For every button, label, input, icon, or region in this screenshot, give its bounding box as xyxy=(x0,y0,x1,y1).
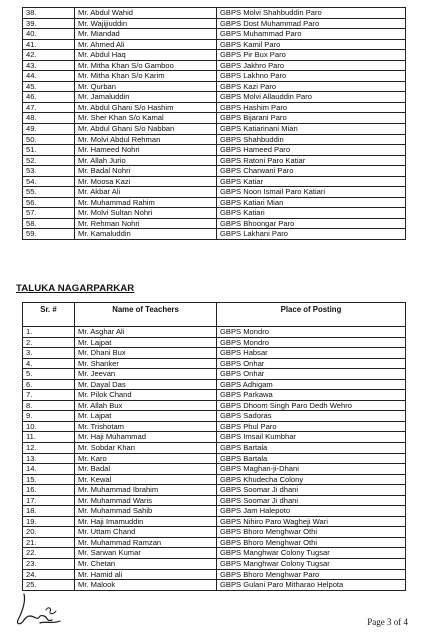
sr-cell: 19. xyxy=(23,516,75,527)
table-row xyxy=(23,187,406,198)
sr-cell: 58. xyxy=(23,218,75,229)
teacher-name-cell: Mr. Ahmed Ali xyxy=(75,39,217,50)
teacher-name-cell: Mr. Molvi Sultan Nohri xyxy=(75,208,217,219)
table-row xyxy=(23,92,406,103)
teacher-name-cell: Mr. Pilok Chand xyxy=(75,390,217,401)
sr-cell: 49. xyxy=(23,124,75,135)
table-row xyxy=(23,155,406,166)
teacher-name-cell: Mr. Hamid ali xyxy=(75,569,217,580)
posting-place-cell: GBPS Mondro xyxy=(217,327,406,338)
posting-place-cell: GBPS Bhoro Menghwar Paro xyxy=(217,569,406,580)
sr-cell: 4. xyxy=(23,358,75,369)
teachers-table-continued-body xyxy=(23,8,406,240)
table-row xyxy=(23,102,406,113)
table-row xyxy=(23,411,406,422)
sr-cell: 16. xyxy=(23,485,75,496)
table-row xyxy=(23,527,406,538)
table-row xyxy=(23,124,406,135)
sr-cell: 12. xyxy=(23,443,75,454)
sr-cell: 7. xyxy=(23,390,75,401)
teacher-name-cell: Mr. Karo xyxy=(75,453,217,464)
header-name: Name of Teachers xyxy=(75,303,217,327)
sr-cell: 38. xyxy=(23,8,75,19)
table-row xyxy=(23,218,406,229)
posting-place-cell: GBPS Onhar xyxy=(217,358,406,369)
teacher-name-cell: Mr. Trishotam xyxy=(75,421,217,432)
teacher-name-cell: Mr. Shanker xyxy=(75,358,217,369)
table-row xyxy=(23,537,406,548)
teacher-name-cell: Mr. Hameed Nohri xyxy=(75,145,217,156)
teacher-name-cell: Mr. Abdul Ghani S/o Hashim xyxy=(75,102,217,113)
teacher-name-cell: Mr. Wajijiuddin xyxy=(75,18,217,29)
sr-cell: 25. xyxy=(23,580,75,591)
posting-place-cell: GBPS Pir Bux Paro xyxy=(217,50,406,61)
teacher-name-cell: Mr. Dhani Bux xyxy=(75,348,217,359)
posting-place-cell: GBPS Bhoongar Paro xyxy=(217,218,406,229)
sr-cell: 47. xyxy=(23,102,75,113)
teacher-name-cell: Mr. Muhammad Ramzan xyxy=(75,537,217,548)
sr-cell: 1. xyxy=(23,327,75,338)
teacher-name-cell: Mr. Kamaluddin xyxy=(75,229,217,240)
teacher-name-cell: Mr. Chetan xyxy=(75,559,217,570)
sr-cell: 48. xyxy=(23,113,75,124)
sr-cell: 57. xyxy=(23,208,75,219)
teacher-name-cell: Mr. Muhammad Waris xyxy=(75,495,217,506)
sr-cell: 59. xyxy=(23,229,75,240)
posting-place-cell: GBPS Hashim Paro xyxy=(217,102,406,113)
table-row xyxy=(23,580,406,591)
posting-place-cell: GBPS Katiarinani Mian xyxy=(217,124,406,135)
table-row xyxy=(23,443,406,454)
table-row xyxy=(23,197,406,208)
posting-place-cell: GBPS Kazi Paro xyxy=(217,81,406,92)
table-row xyxy=(23,421,406,432)
sr-cell: 10. xyxy=(23,421,75,432)
posting-place-cell: GBPS Molvi Shahbuddin Paro xyxy=(217,8,406,19)
table-row xyxy=(23,506,406,517)
posting-place-cell: GBPS Adhigam xyxy=(217,379,406,390)
teacher-name-cell: Mr. Sobdar Khan xyxy=(75,443,217,454)
sr-cell: 15. xyxy=(23,474,75,485)
posting-place-cell: GBPS Jam Halepoto xyxy=(217,506,406,517)
posting-place-cell: GBPS Kamil Paro xyxy=(217,39,406,50)
posting-place-cell: GBPS Sadoras xyxy=(217,411,406,422)
sr-cell: 55. xyxy=(23,187,75,198)
table-row xyxy=(23,81,406,92)
teacher-name-cell: Mr. Badal xyxy=(75,464,217,475)
signature-mark xyxy=(10,590,80,630)
header-sr: Sr. # xyxy=(23,303,75,327)
teacher-name-cell: Mr. Muhammad Rahim xyxy=(75,197,217,208)
teacher-name-cell: Mr. Abdul Ghani S/o Nabban xyxy=(75,124,217,135)
posting-place-cell: GBPS Katiari Mian xyxy=(217,197,406,208)
posting-place-cell: GBPS Soomar Ji dhani xyxy=(217,495,406,506)
teacher-name-cell: Mr. Rehman Nohri xyxy=(75,218,217,229)
table-row xyxy=(23,369,406,380)
teacher-name-cell: Mr. Sher Khan S/o Kamal xyxy=(75,113,217,124)
posting-place-cell: GBPS Bartala xyxy=(217,453,406,464)
teacher-name-cell: Mr. Qurban xyxy=(75,81,217,92)
table-row xyxy=(23,29,406,40)
posting-place-cell: GBPS Manghwar Colony Tugsar xyxy=(217,559,406,570)
table-row xyxy=(23,464,406,475)
sr-cell: 56. xyxy=(23,197,75,208)
table-row xyxy=(23,548,406,559)
table-row xyxy=(23,71,406,82)
table-row xyxy=(23,145,406,156)
teacher-name-cell: Mr. Asghar Ali xyxy=(75,327,217,338)
posting-place-cell: GBPS Phul Paro xyxy=(217,421,406,432)
sr-cell: 23. xyxy=(23,559,75,570)
sr-cell: 52. xyxy=(23,155,75,166)
posting-place-cell: GBPS Bhoro Menghwar Othi xyxy=(217,537,406,548)
posting-place-cell: GBPS Manghwar Colony Tugsar xyxy=(217,548,406,559)
sr-cell: 22. xyxy=(23,548,75,559)
posting-place-cell: GBPS Ratoni Paro Katiar xyxy=(217,155,406,166)
table-row xyxy=(23,474,406,485)
teacher-name-cell: Mr. Allah Bux xyxy=(75,400,217,411)
posting-place-cell: GBPS Mondro xyxy=(217,337,406,348)
teacher-name-cell: Mr. Muhammad Ibrahim xyxy=(75,485,217,496)
sr-cell: 2. xyxy=(23,337,75,348)
sr-cell: 53. xyxy=(23,166,75,177)
table-row xyxy=(23,60,406,71)
teacher-name-cell: Mr. Molvi Abdul Rehman xyxy=(75,134,217,145)
sr-cell: 6. xyxy=(23,379,75,390)
posting-place-cell: GBPS Molvi Allauddin Paro xyxy=(217,92,406,103)
table-row xyxy=(23,229,406,240)
table-row xyxy=(23,113,406,124)
table-row xyxy=(23,337,406,348)
posting-place-cell: GBPS Dost Muhammad Paro xyxy=(217,18,406,29)
teacher-name-cell: Mr. Moosa Kazi xyxy=(75,176,217,187)
section-title: TALUKA NAGARPARKAR xyxy=(16,283,135,294)
teacher-name-cell: Mr. Sarwan Kumar xyxy=(75,548,217,559)
teacher-name-cell: Mr. Miandad xyxy=(75,29,217,40)
sr-cell: 51. xyxy=(23,145,75,156)
teacher-name-cell: Mr. Kewal xyxy=(75,474,217,485)
teacher-name-cell: Mr. Allah Jurio xyxy=(75,155,217,166)
table-row xyxy=(23,453,406,464)
sr-cell: 18. xyxy=(23,506,75,517)
table-row xyxy=(23,432,406,443)
teacher-name-cell: Mr. Mitha Khan S/o Gamboo xyxy=(75,60,217,71)
posting-place-cell: GBPS Muhammad Paro xyxy=(217,29,406,40)
teacher-name-cell: Mr. Dayal Das xyxy=(75,379,217,390)
posting-place-cell: GBPS Maghan-ji-Dhani xyxy=(217,464,406,475)
teacher-name-cell: Mr. Abdul Wahid xyxy=(75,8,217,19)
teacher-name-cell: Mr. Haji Imamuddin xyxy=(75,516,217,527)
posting-place-cell: GBPS Katiar xyxy=(217,176,406,187)
page-number: Page 3 of 4 xyxy=(367,617,408,627)
sr-cell: 5. xyxy=(23,369,75,380)
sr-cell: 21. xyxy=(23,537,75,548)
table-row xyxy=(23,559,406,570)
table-row xyxy=(23,400,406,411)
posting-place-cell: GBPS Katiari xyxy=(217,208,406,219)
posting-place-cell: GBPS Gulani Paro Mitharao Helpota xyxy=(217,580,406,591)
teacher-name-cell: Mr. Akbar Ali xyxy=(75,187,217,198)
sr-cell: 13. xyxy=(23,453,75,464)
teacher-name-cell: Mr. Abdul Haq xyxy=(75,50,217,61)
posting-place-cell: GBPS Hameed Paro xyxy=(217,145,406,156)
sr-cell: 40. xyxy=(23,29,75,40)
sr-cell: 45. xyxy=(23,81,75,92)
table-row xyxy=(23,485,406,496)
posting-place-cell: GBPS Nihiro Paro Wagheji Wari xyxy=(217,516,406,527)
table-row xyxy=(23,8,406,19)
posting-place-cell: GBPS Parkawa xyxy=(217,390,406,401)
sr-cell: 50. xyxy=(23,134,75,145)
sr-cell: 11. xyxy=(23,432,75,443)
teacher-name-cell: Mr. Lajpat xyxy=(75,411,217,422)
teacher-name-cell: Mr. Malook xyxy=(75,580,217,591)
sr-cell: 42. xyxy=(23,50,75,61)
table-row xyxy=(23,390,406,401)
posting-place-cell: GBPS Shahbuddin xyxy=(217,134,406,145)
posting-place-cell: GBPS Dhoom Singh Paro Dedh Wehro xyxy=(217,400,406,411)
posting-place-cell: GBPS Lakhani Paro xyxy=(217,229,406,240)
table-row xyxy=(23,327,406,338)
sr-cell: 43. xyxy=(23,60,75,71)
header-place: Place of Posting xyxy=(217,303,406,327)
posting-place-cell: GBPS Khudecha Colony xyxy=(217,474,406,485)
teacher-name-cell: Mr. Mitha Khan S/o Karim xyxy=(75,71,217,82)
table-row xyxy=(23,18,406,29)
table-row xyxy=(23,134,406,145)
table-row xyxy=(23,166,406,177)
posting-place-cell: GBPS Bijarani Paro xyxy=(217,113,406,124)
table-row xyxy=(23,358,406,369)
table-row xyxy=(23,39,406,50)
teacher-name-cell: Mr. Haji Muhammad xyxy=(75,432,217,443)
sr-cell: 14. xyxy=(23,464,75,475)
posting-place-cell: GBPS Lakhno Paro xyxy=(217,71,406,82)
sr-cell: 41. xyxy=(23,39,75,50)
table-row xyxy=(23,379,406,390)
teachers-table-nagarparkar xyxy=(22,302,406,591)
teacher-name-cell: Mr. Lajpat xyxy=(75,337,217,348)
table-header-row xyxy=(23,303,406,327)
table-row xyxy=(23,348,406,359)
posting-place-cell: GBPS Bartala xyxy=(217,443,406,454)
posting-place-cell: GBPS Imsail Kumbhar xyxy=(217,432,406,443)
posting-place-cell: GBPS Jakhro Paro xyxy=(217,60,406,71)
table-row xyxy=(23,176,406,187)
table-row xyxy=(23,208,406,219)
table-row xyxy=(23,495,406,506)
posting-place-cell: GBPS Bhoro Menghwar Othi xyxy=(217,527,406,538)
posting-place-cell: GBPS Habsar xyxy=(217,348,406,359)
teacher-name-cell: Mr. Jamaluddin xyxy=(75,92,217,103)
table-row xyxy=(23,569,406,580)
table-row xyxy=(23,50,406,61)
teachers-table-nagarparkar-body xyxy=(23,327,406,591)
sr-cell: 3. xyxy=(23,348,75,359)
teacher-name-cell: Mr. Muhammad Sahib xyxy=(75,506,217,517)
sr-cell: 17. xyxy=(23,495,75,506)
sr-cell: 24. xyxy=(23,569,75,580)
teachers-table-continued xyxy=(22,7,406,240)
sr-cell: 54. xyxy=(23,176,75,187)
teacher-name-cell: Mr. Jeevan xyxy=(75,369,217,380)
posting-place-cell: GBPS Charwani Paro xyxy=(217,166,406,177)
posting-place-cell: GBPS Noon Ismail Paro Katiari xyxy=(217,187,406,198)
sr-cell: 9. xyxy=(23,411,75,422)
sr-cell: 8. xyxy=(23,400,75,411)
sr-cell: 44. xyxy=(23,71,75,82)
teacher-name-cell: Mr. Badal Nohri xyxy=(75,166,217,177)
sr-cell: 39. xyxy=(23,18,75,29)
sr-cell: 20. xyxy=(23,527,75,538)
teacher-name-cell: Mr. Uttam Chand xyxy=(75,527,217,538)
posting-place-cell: GBPS Soomar Ji dhani xyxy=(217,485,406,496)
posting-place-cell: GBPS Onhar xyxy=(217,369,406,380)
sr-cell: 46. xyxy=(23,92,75,103)
table-row xyxy=(23,516,406,527)
